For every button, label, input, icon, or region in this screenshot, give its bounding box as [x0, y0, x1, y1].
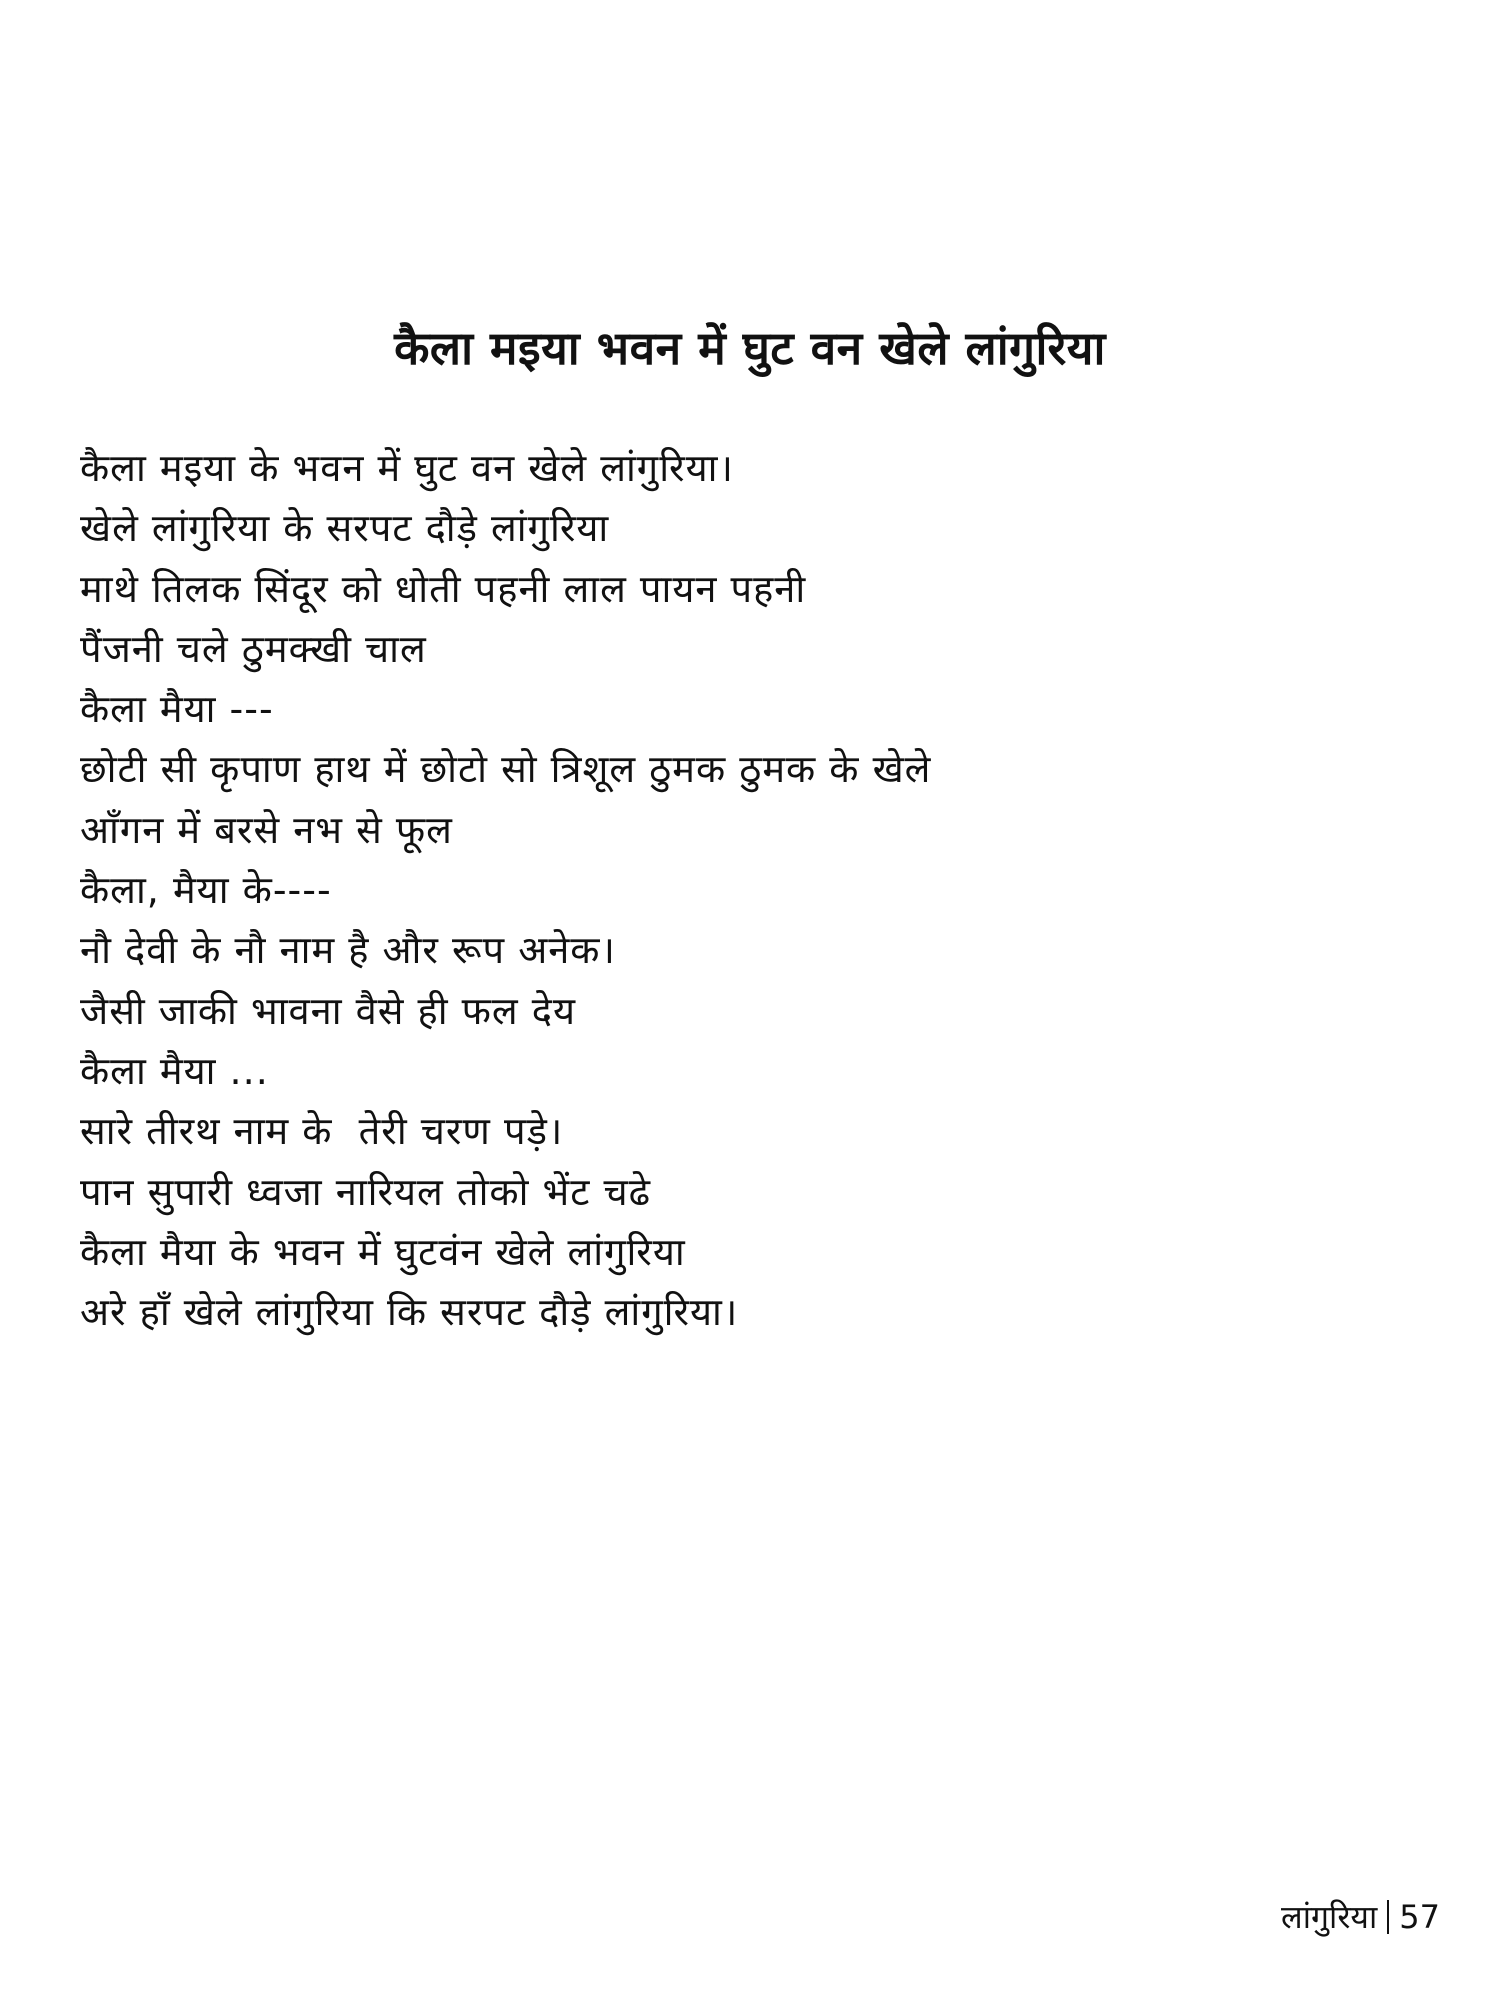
lyric-line: कैला मैया ... [80, 1048, 269, 1093]
song-lyrics [80, 438, 1410, 1342]
lyric-line: कैला मैया के भवन में घुटवंन खेले लांगुरिया [80, 1229, 686, 1274]
lyric-line: खेले लांगुरिया के सरपट दौड़े लांगुरिया [80, 506, 610, 551]
page-number: 57 [1399, 1898, 1440, 1936]
lyric-line: नौ देवी के नौ नाम है और रूप अनेक। [80, 928, 616, 973]
lyric-line: सारे तीरथ नाम के तेरी चरण पड़े। [80, 1109, 564, 1154]
lyric-line: छोटी सी कृपाण हाथ में छोटो सो त्रिशूल ठुमक ठुमक के खेले [80, 747, 932, 792]
page-footer [1281, 1895, 1440, 1939]
lyric-line: कैला मैया --- [80, 687, 274, 732]
lyric-line: माथे तिलक सिंदूर को धोती पहनी लाल पायन पहनी [80, 566, 807, 611]
lyric-line: अरे हाँ खेले लांगुरिया कि सरपट दौड़े लांगुरिया। [80, 1290, 739, 1335]
running-title: लांगुरिया [1281, 1898, 1378, 1936]
lyric-line: कैला मइया के भवन में घुट वन खेले लांगुरिया। [80, 446, 734, 490]
lyric-line: जैसी जाकी भावना वैसे ही फल देय [80, 988, 576, 1033]
lyric-line: कैला, मैया के---- [80, 868, 332, 913]
footer-divider [1387, 1900, 1389, 1934]
page-title: कैला मइया भवन में घुट वन खेले लांगुरिया [394, 321, 1106, 375]
lyric-line: आँगन में बरसे नभ से फूल [80, 807, 453, 852]
lyric-line: पैंजनी चले ठुमक्खी चाल [80, 626, 427, 671]
lyric-line: पान सुपारी ध्वजा नारियल तोको भेंट चढे [80, 1169, 651, 1214]
